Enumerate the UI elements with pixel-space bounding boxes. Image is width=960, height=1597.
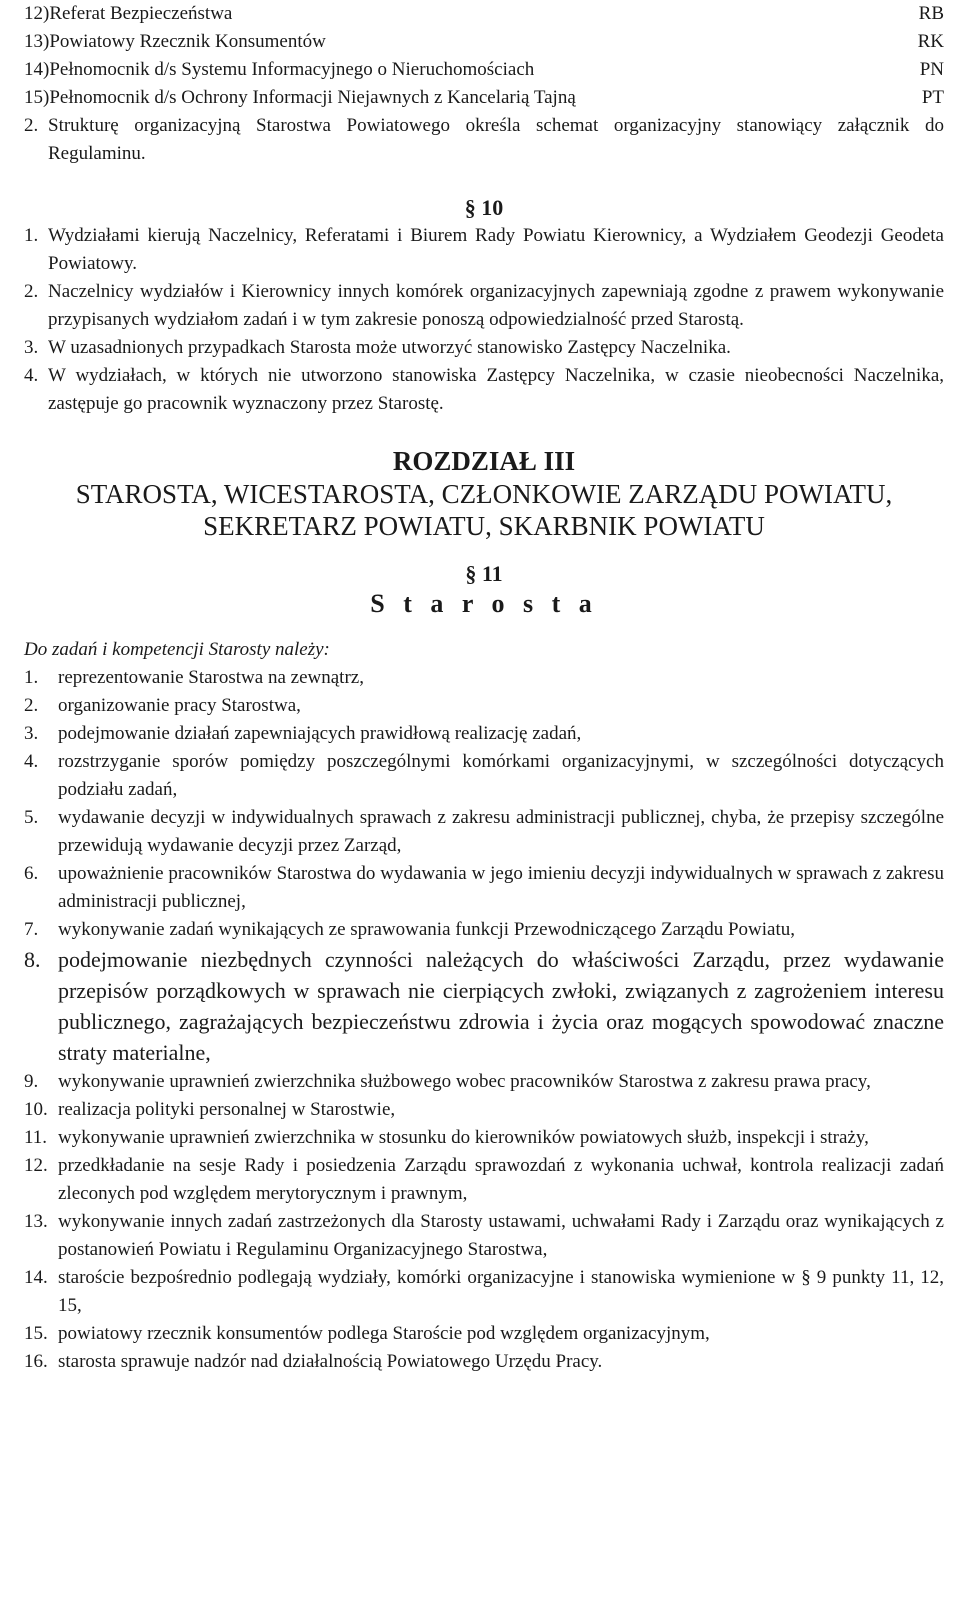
paragraph-11-sign: § 11	[465, 561, 503, 586]
item-number: 5.	[24, 807, 39, 828]
item-text: przedkładanie na sesje Rady i posiedzenia Zarządu sprawozdań z wykonania uchwał, kontrola realizacji zadań zleconych pod względem merytorycznym i prawnym,	[58, 1155, 944, 1204]
item-text: podejmowanie działań zapewniających prawidłową realizację zadań,	[58, 723, 582, 744]
item-number: 11.	[24, 1127, 48, 1148]
item-text: upoważnienie pracowników Starostwa do wydawania w jego imieniu decyzji indywidualnych w sprawach z zakresu administracji publicznej,	[58, 863, 944, 912]
point-number: 2.	[24, 115, 39, 136]
item-number: 8.	[24, 947, 41, 972]
item-number: 10.	[24, 1099, 48, 1120]
list-item	[24, 720, 944, 748]
unit-name: 13)Powiatowy Rzecznik Konsumentów	[24, 31, 326, 52]
item-text: podejmowanie niezbędnych czynności należących do właściwości Zarządu, przez wydawanie przepisów porządkowych w sprawach nie cierpiących zwłoki, związanych z zagrożeniem interesu publicznego, zagrażających bezpieczeństwu zdrowia i życia oraz mogących spowodować znaczne straty materialne,	[58, 947, 944, 1065]
section-heading: S t a r o s t a	[370, 589, 598, 618]
item-number: 4.	[24, 365, 39, 386]
item-number: 2.	[24, 281, 39, 302]
paragraph-10-list	[24, 222, 944, 418]
list-item	[24, 944, 944, 1068]
item-number: 2.	[24, 695, 39, 716]
item-number: 14.	[24, 1267, 48, 1288]
list-item	[24, 692, 944, 720]
item-number: 6.	[24, 863, 39, 884]
unit-code: PT	[921, 87, 944, 108]
unit-row	[24, 56, 944, 84]
unit-name: 15)Pełnomocnik d/s Ochrony Informacji Niejawnych z Kancelarią Tajną	[24, 87, 576, 108]
chapter-subtitle-line: SEKRETARZ POWIATU, SKARBNIK POWIATU	[203, 511, 765, 541]
item-text: organizowanie pracy Starostwa,	[58, 695, 301, 716]
unit-row	[24, 0, 944, 28]
unit-code: RK	[917, 31, 944, 52]
list-item	[24, 1124, 944, 1152]
list-item	[24, 222, 944, 278]
item-number: 15.	[24, 1323, 48, 1344]
item-text: realizacja polityki personalnej w Starostwie,	[58, 1099, 396, 1120]
item-number: 9.	[24, 1071, 39, 1092]
unit-code: PN	[919, 59, 944, 80]
list-item	[24, 334, 944, 362]
item-text: W wydziałach, w których nie utworzono stanowiska Zastępcy Naczelnika, w czasie nieobecności Naczelnika, zastępuje go pracownik wyznaczony przez Starostę.	[48, 365, 944, 414]
item-number: 16.	[24, 1351, 48, 1372]
list-item	[24, 1152, 944, 1208]
item-number: 3.	[24, 337, 39, 358]
item-text: starosta sprawuje nadzór nad działalnością Powiatowego Urzędu Pracy.	[58, 1351, 603, 1372]
unit-name: 14)Pełnomocnik d/s Systemu Informacyjnego o Nieruchomościach	[24, 59, 535, 80]
item-text: Wydziałami kierują Naczelnicy, Referatami i Biurem Rady Powiatu Kierownicy, a Wydziałem Geodezji Geodeta Powiatowy.	[48, 225, 944, 274]
list-item	[24, 278, 944, 334]
paragraph-10-sign: § 10	[464, 195, 504, 220]
list-item	[24, 1264, 944, 1320]
item-text: wykonywanie uprawnień zwierzchnika w stosunku do kierowników powiatowych służb, inspekcji i straży,	[58, 1127, 869, 1148]
intro-text: Do zadań i kompetencji Starosty należy:	[24, 639, 330, 660]
structure-point	[24, 112, 944, 168]
unit-row	[24, 28, 944, 56]
list-item	[24, 1208, 944, 1264]
item-number: 4.	[24, 751, 39, 772]
chapter-subtitle-line: STAROSTA, WICESTAROSTA, CZŁONKOWIE ZARZĄDU POWIATU,	[75, 479, 893, 509]
item-text: staroście bezpośrednio podlegają wydziały, komórki organizacyjne i stanowiska wymienione w § 9 punkty 11, 12, 15,	[58, 1267, 944, 1316]
item-text: wykonywanie innych zadań zastrzeżonych dla Starosty ustawami, uchwałami Rady i Zarządu oraz wynikających z postanowień Powiatu i Regulaminu Organizacyjnego Starostwa,	[58, 1211, 944, 1260]
list-item	[24, 1068, 944, 1096]
unit-row	[24, 84, 944, 112]
list-item	[24, 804, 944, 860]
unit-name: 12)Referat Bezpieczeństwa	[24, 3, 233, 24]
list-item	[24, 1348, 944, 1376]
item-text: wydawanie decyzji w indywidualnych sprawach z zakresu administracji publicznej, chyba, że przepisy szczególne przewidują wydawanie decyzji przez Zarząd,	[58, 807, 944, 856]
chapter-title: ROZDZIAŁ III	[392, 446, 576, 476]
item-number: 13.	[24, 1211, 48, 1232]
chapter-heading	[24, 444, 944, 542]
list-item	[24, 362, 944, 418]
item-text: rozstrzyganie sporów pomiędzy poszczególnymi komórkami organizacyjnymi, w szczególności dotyczących podziału zadań,	[58, 751, 944, 800]
point-text: Strukturę organizacyjną Starostwa Powiatowego określa schemat organizacyjny stanowiący załącznik do Regulaminu.	[48, 115, 944, 164]
item-text: W uzasadnionych przypadkach Starosta może utworzyć stanowisko Zastępcy Naczelnika.	[48, 337, 731, 358]
item-number: 7.	[24, 919, 39, 940]
item-number: 12.	[24, 1155, 48, 1176]
item-number: 1.	[24, 667, 39, 688]
list-item	[24, 748, 944, 804]
units-list	[24, 0, 944, 112]
list-item	[24, 1096, 944, 1124]
item-text: Naczelnicy wydziałów i Kierownicy innych komórek organizacyjnych zapewniają zgodne z prawem wykonywanie przypisanych wydziałom zadań i w tym zakresie ponoszą odpowiedzialność przed Starostą.	[48, 281, 944, 330]
item-text: reprezentowanie Starostwa na zewnątrz,	[58, 667, 364, 688]
list-item	[24, 860, 944, 916]
item-number: 1.	[24, 225, 39, 246]
unit-code: RB	[918, 3, 944, 24]
list-item	[24, 664, 944, 692]
list-item	[24, 916, 944, 944]
paragraph-11-list	[24, 664, 944, 1376]
item-text: wykonywanie zadań wynikających ze sprawowania funkcji Przewodniczącego Zarządu Powiatu,	[58, 919, 796, 940]
item-number: 3.	[24, 723, 39, 744]
list-item	[24, 1320, 944, 1348]
item-text: wykonywanie uprawnień zwierzchnika służbowego wobec pracowników Starostwa z zakresu prawa pracy,	[58, 1071, 871, 1092]
item-text: powiatowy rzecznik konsumentów podlega Staroście pod względem organizacyjnym,	[58, 1323, 710, 1344]
